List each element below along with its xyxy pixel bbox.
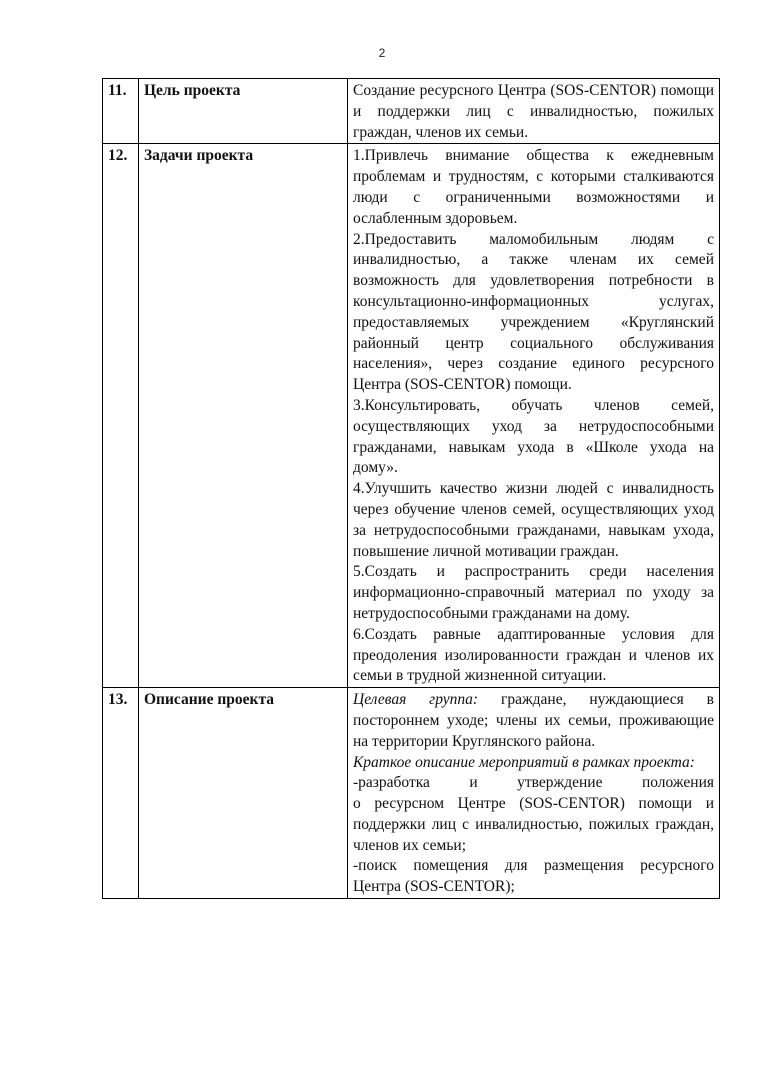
row-content bbox=[348, 79, 720, 144]
row-number: 12. bbox=[103, 144, 139, 688]
row-title: Описание проекта bbox=[139, 688, 348, 899]
row-number: 11. bbox=[103, 79, 139, 144]
table-row bbox=[103, 688, 720, 899]
table-row bbox=[103, 144, 720, 688]
activity-item: -поиск помещения для размещения ресурсного Центра (SOS-CENTOR); bbox=[353, 857, 714, 896]
row-number: 13. bbox=[103, 688, 139, 899]
activity-item: -разработка и утверждение положения bbox=[353, 774, 714, 792]
target-group-label: Целевая группа: bbox=[353, 691, 479, 709]
row-title: Задачи проекта bbox=[139, 144, 348, 688]
brief-description-label: Краткое описание мероприятий в рамках проекта: bbox=[353, 753, 695, 771]
row-content bbox=[348, 144, 720, 688]
task-6: 6.Создать равные адаптированные условия для преодоления изолированности граждан и членов их семьи в трудной жизненной ситуации. bbox=[353, 625, 714, 685]
task-2: 2.Предоставить маломобильным людям с инвалидностью, а также членам их семей возможность для удовлетворения потребности в консультационно-информационных услугах, предоставляемых учреждением «Круглянский районный центр социального обслуживания населения», через создание единого ресурсного Центра (SOS-CENTOR) помощи. bbox=[353, 230, 714, 394]
task-3: 3.Консультировать, обучать членов семей, осуществляющих уход за нетрудоспособными гражданами, навыкам ухода в «Школе ухода на дому». bbox=[353, 396, 714, 477]
row-title: Цель проекта bbox=[139, 79, 348, 144]
target-group bbox=[353, 690, 714, 752]
project-table bbox=[102, 78, 720, 899]
task-1: 1.Привлечь внимание общества к ежедневным проблемам и трудностям, с которыми сталкиваются люди с ограниченными возможностями и ослабленным здоровьем. bbox=[353, 147, 714, 227]
row-content bbox=[348, 688, 720, 899]
table-row bbox=[103, 79, 720, 144]
task-4: 4.Улучшить качество жизни людей с инвалидность через обучение членов семей, осуществляющих уход за нетрудоспособными гражданами, навыкам ухода, повышение личной мотивации граждан. bbox=[353, 480, 714, 560]
target-group-text: граждане, нуждающиеся в постороннем уходе; члены их семьи, проживающие на территории Круглянского района. bbox=[353, 691, 714, 750]
page-number: 2 bbox=[378, 46, 386, 60]
paragraph: Создание ресурсного Центра (SOS-CENTOR) помощи и поддержки лиц с инвалидностью, пожилых граждан, членов их семьи. bbox=[353, 82, 714, 141]
activity-item: о ресурсном Центре (SOS-CENTOR) помощи и поддержки лиц с инвалидностью, пожилых граждан, членов их семьи; bbox=[353, 795, 714, 854]
task-5: 5.Создать и распространить среди населения информационно-справочный материал по уходу за нетрудоспособными гражданами на дому. bbox=[353, 563, 714, 622]
